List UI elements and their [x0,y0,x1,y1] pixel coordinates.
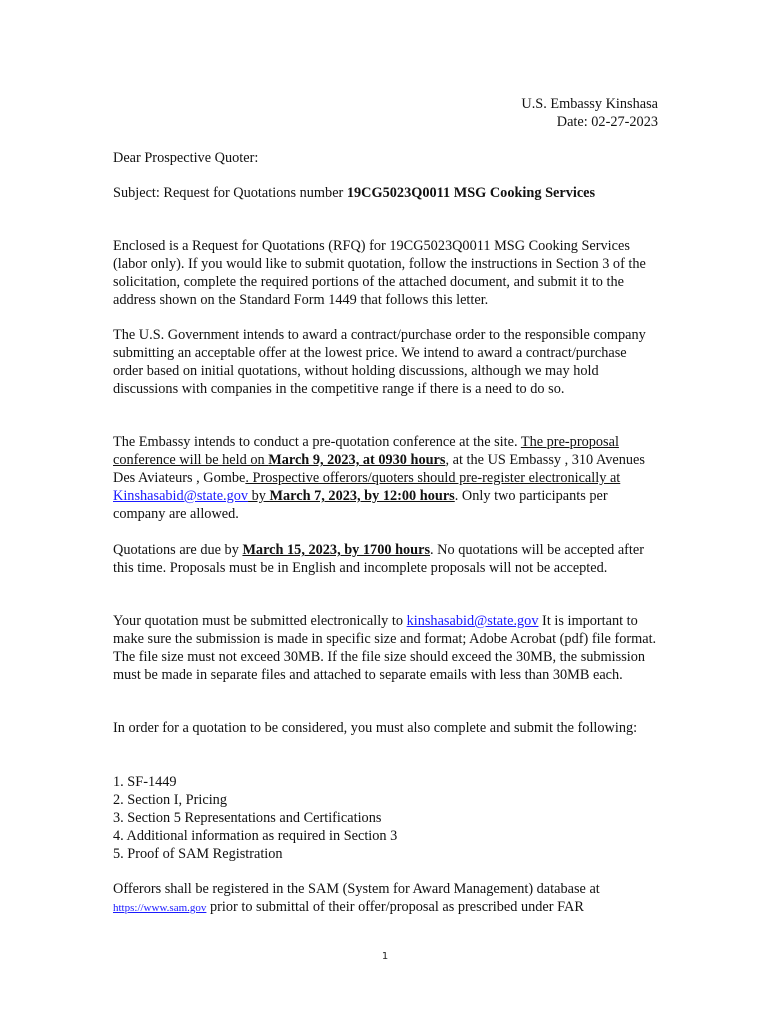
paragraph-submission [113,612,658,684]
embassy-name: U.S. Embassy Kinshasa [521,96,658,112]
preregister-deadline: March 7, 2023, by 12:00 hours [269,488,455,504]
kinshasabid-email-link[interactable]: Kinshasabid@state.gov [113,488,249,504]
paragraph-award-intent: The U.S. Government intends to award a contract/purchase order to the responsible company submitting an acceptable offer at the lowest price. We intend to award a contract/purchase order based on initial quotations, without holding discussions, although we may hold discussions with companies in the competitive range if there is a need to do so. [113,327,646,397]
page-number: 1 [381,951,389,962]
due-deadline: March 15, 2023, by 1700 hours [242,542,431,558]
conference-intro: The Embassy intends to conduct a pre-quotation conference at the site. [113,434,521,450]
sam-rest: prior to submittal of their offer/proposal as prescribed under FAR [206,899,584,915]
submission-details: It is important to make sure the submission is made in specific size and format; Adobe Acrobat (pdf) file format. The file size must not exceed 30MB. If the file size should exceed the 30MB, the submission must be made in separate files and attached to separate emails with less than 30MB each. [113,613,657,683]
preregister-text: . Prospective offerors/quoters should pre-register electronically at [245,470,621,486]
paragraph-rfq-enclosed: Enclosed is a Request for Quotations (RFQ) for 19CG5023Q0011 MSG Cooking Services (labor only). If you would like to submit quotation, follow the instructions in Section 3 of the solicitation, complete the required portions of the attached document, and submit it to the address shown on the Standard Form 1449 that follows this letter. [113,238,646,308]
preregister-by: by [248,488,270,504]
sam-gov-link[interactable]: https://www.sam.gov [113,902,207,914]
paragraph-due-date [113,541,658,577]
subject-line [113,184,658,202]
conference-date: March 9, 2023, at 0930 hours [268,452,446,468]
conference-held-on: The pre-proposal conference will be held on [113,434,619,468]
due-intro: Quotations are due by [113,542,243,558]
letter-date: Date: 02-27-2023 [556,114,658,130]
salutation: Dear Prospective Quoter: [113,150,259,166]
submission-email-link[interactable]: kinshasabid@state.gov [406,613,539,629]
submission-intro: Your quotation must be submitted electronically to [113,613,407,629]
list-item: 2. Section I, Pricing [113,792,227,808]
paragraph-conference [113,433,658,523]
list-item: 5. Proof of SAM Registration [113,846,283,862]
list-item: 1. SF-1449 [113,774,177,790]
list-item: 4. Additional information as required in Section 3 [113,828,398,844]
sam-intro: Offerors shall be registered in the SAM (System for Award Management) database at [113,881,600,897]
due-details: . No quotations will be accepted after this time. Proposals must be in English and incomplete proposals will not be accepted. [113,542,645,576]
list-item: 3. Section 5 Representations and Certifications [113,810,382,826]
requirements-list [113,773,658,863]
subject-rfq: 19CG5023Q0011 MSG Cooking Services [346,185,596,201]
paragraph-requirements: In order for a quotation to be considered, you must also complete and submit the following: [113,720,638,736]
participants-limit: . Only two participants per company are allowed. [113,488,608,522]
paragraph-sam-registration [113,880,658,917]
subject-prefix: Subject: Request for Quotations number [113,185,347,201]
conference-location: , at the US Embassy , 310 Avenues Des Aviateurs , Gombe [113,452,645,486]
